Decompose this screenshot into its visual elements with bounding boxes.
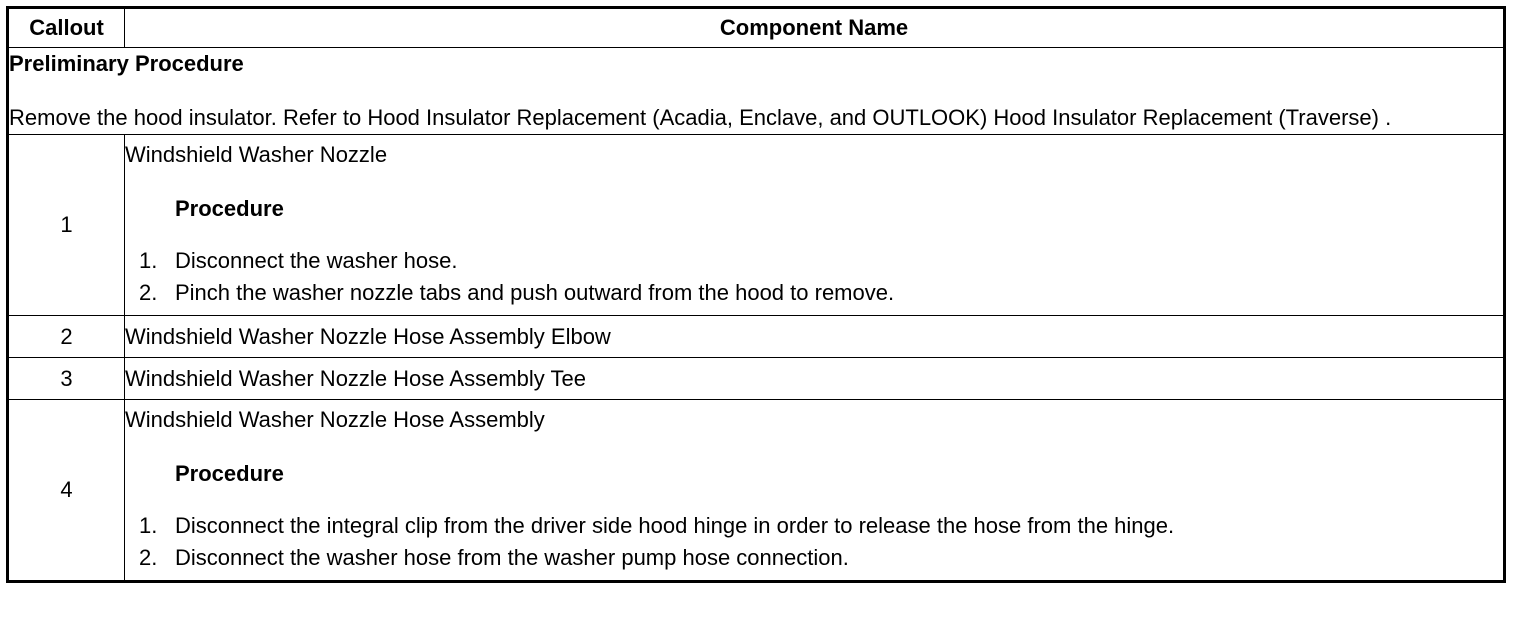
table-row <box>8 135 1505 316</box>
step-number: 2. <box>139 545 158 570</box>
component-name: Windshield Washer Nozzle Hose Assembly <box>125 407 545 432</box>
step-text: Disconnect the washer hose from the washer pump hose connection. <box>175 545 849 570</box>
header-row <box>8 8 1505 48</box>
step-number: 2. <box>139 280 158 305</box>
step-text: Disconnect the washer hose. <box>175 248 458 273</box>
callout-cell: 4 <box>8 400 125 582</box>
callout-cell: 2 <box>8 316 125 358</box>
procedure-heading: Procedure <box>175 196 284 221</box>
callout-cell: 3 <box>8 358 125 400</box>
component-name: Windshield Washer Nozzle <box>125 142 388 167</box>
procedure-steps <box>125 510 1503 580</box>
table-row <box>8 400 1505 582</box>
preliminary-title: Preliminary Procedure <box>9 51 244 76</box>
callout-header: Callout <box>8 8 125 48</box>
step-number: 1. <box>139 513 158 538</box>
component-cell <box>125 400 1505 582</box>
table-row <box>8 358 1505 400</box>
step-text: Disconnect the integral clip from the driver side hood hinge in order to release the hose from the hinge. <box>175 513 1175 538</box>
procedure-step <box>125 510 1503 542</box>
preliminary-row <box>8 48 1505 135</box>
component-cell <box>125 135 1505 316</box>
procedure-steps <box>125 245 1503 315</box>
preliminary-text: Remove the hood insulator. Refer to Hood Insulator Replacement (Acadia, Enclave, and OUTLOOK) Hood Insulator Replacement (Traverse) . <box>9 105 1392 130</box>
callout-cell: 1 <box>8 135 125 316</box>
procedure-step <box>125 245 1503 277</box>
component-name-header: Component Name <box>125 8 1505 48</box>
component-name: Windshield Washer Nozzle Hose Assembly Elbow <box>125 316 1505 358</box>
procedure-heading: Procedure <box>175 461 284 486</box>
step-number: 1. <box>139 248 158 273</box>
component-name: Windshield Washer Nozzle Hose Assembly Tee <box>125 358 1505 400</box>
table-row <box>8 316 1505 358</box>
procedure-step <box>125 542 1503 574</box>
procedure-step <box>125 277 1503 309</box>
preliminary-cell <box>8 48 1505 135</box>
step-text: Pinch the washer nozzle tabs and push outward from the hood to remove. <box>175 280 895 305</box>
component-table <box>6 6 1506 583</box>
